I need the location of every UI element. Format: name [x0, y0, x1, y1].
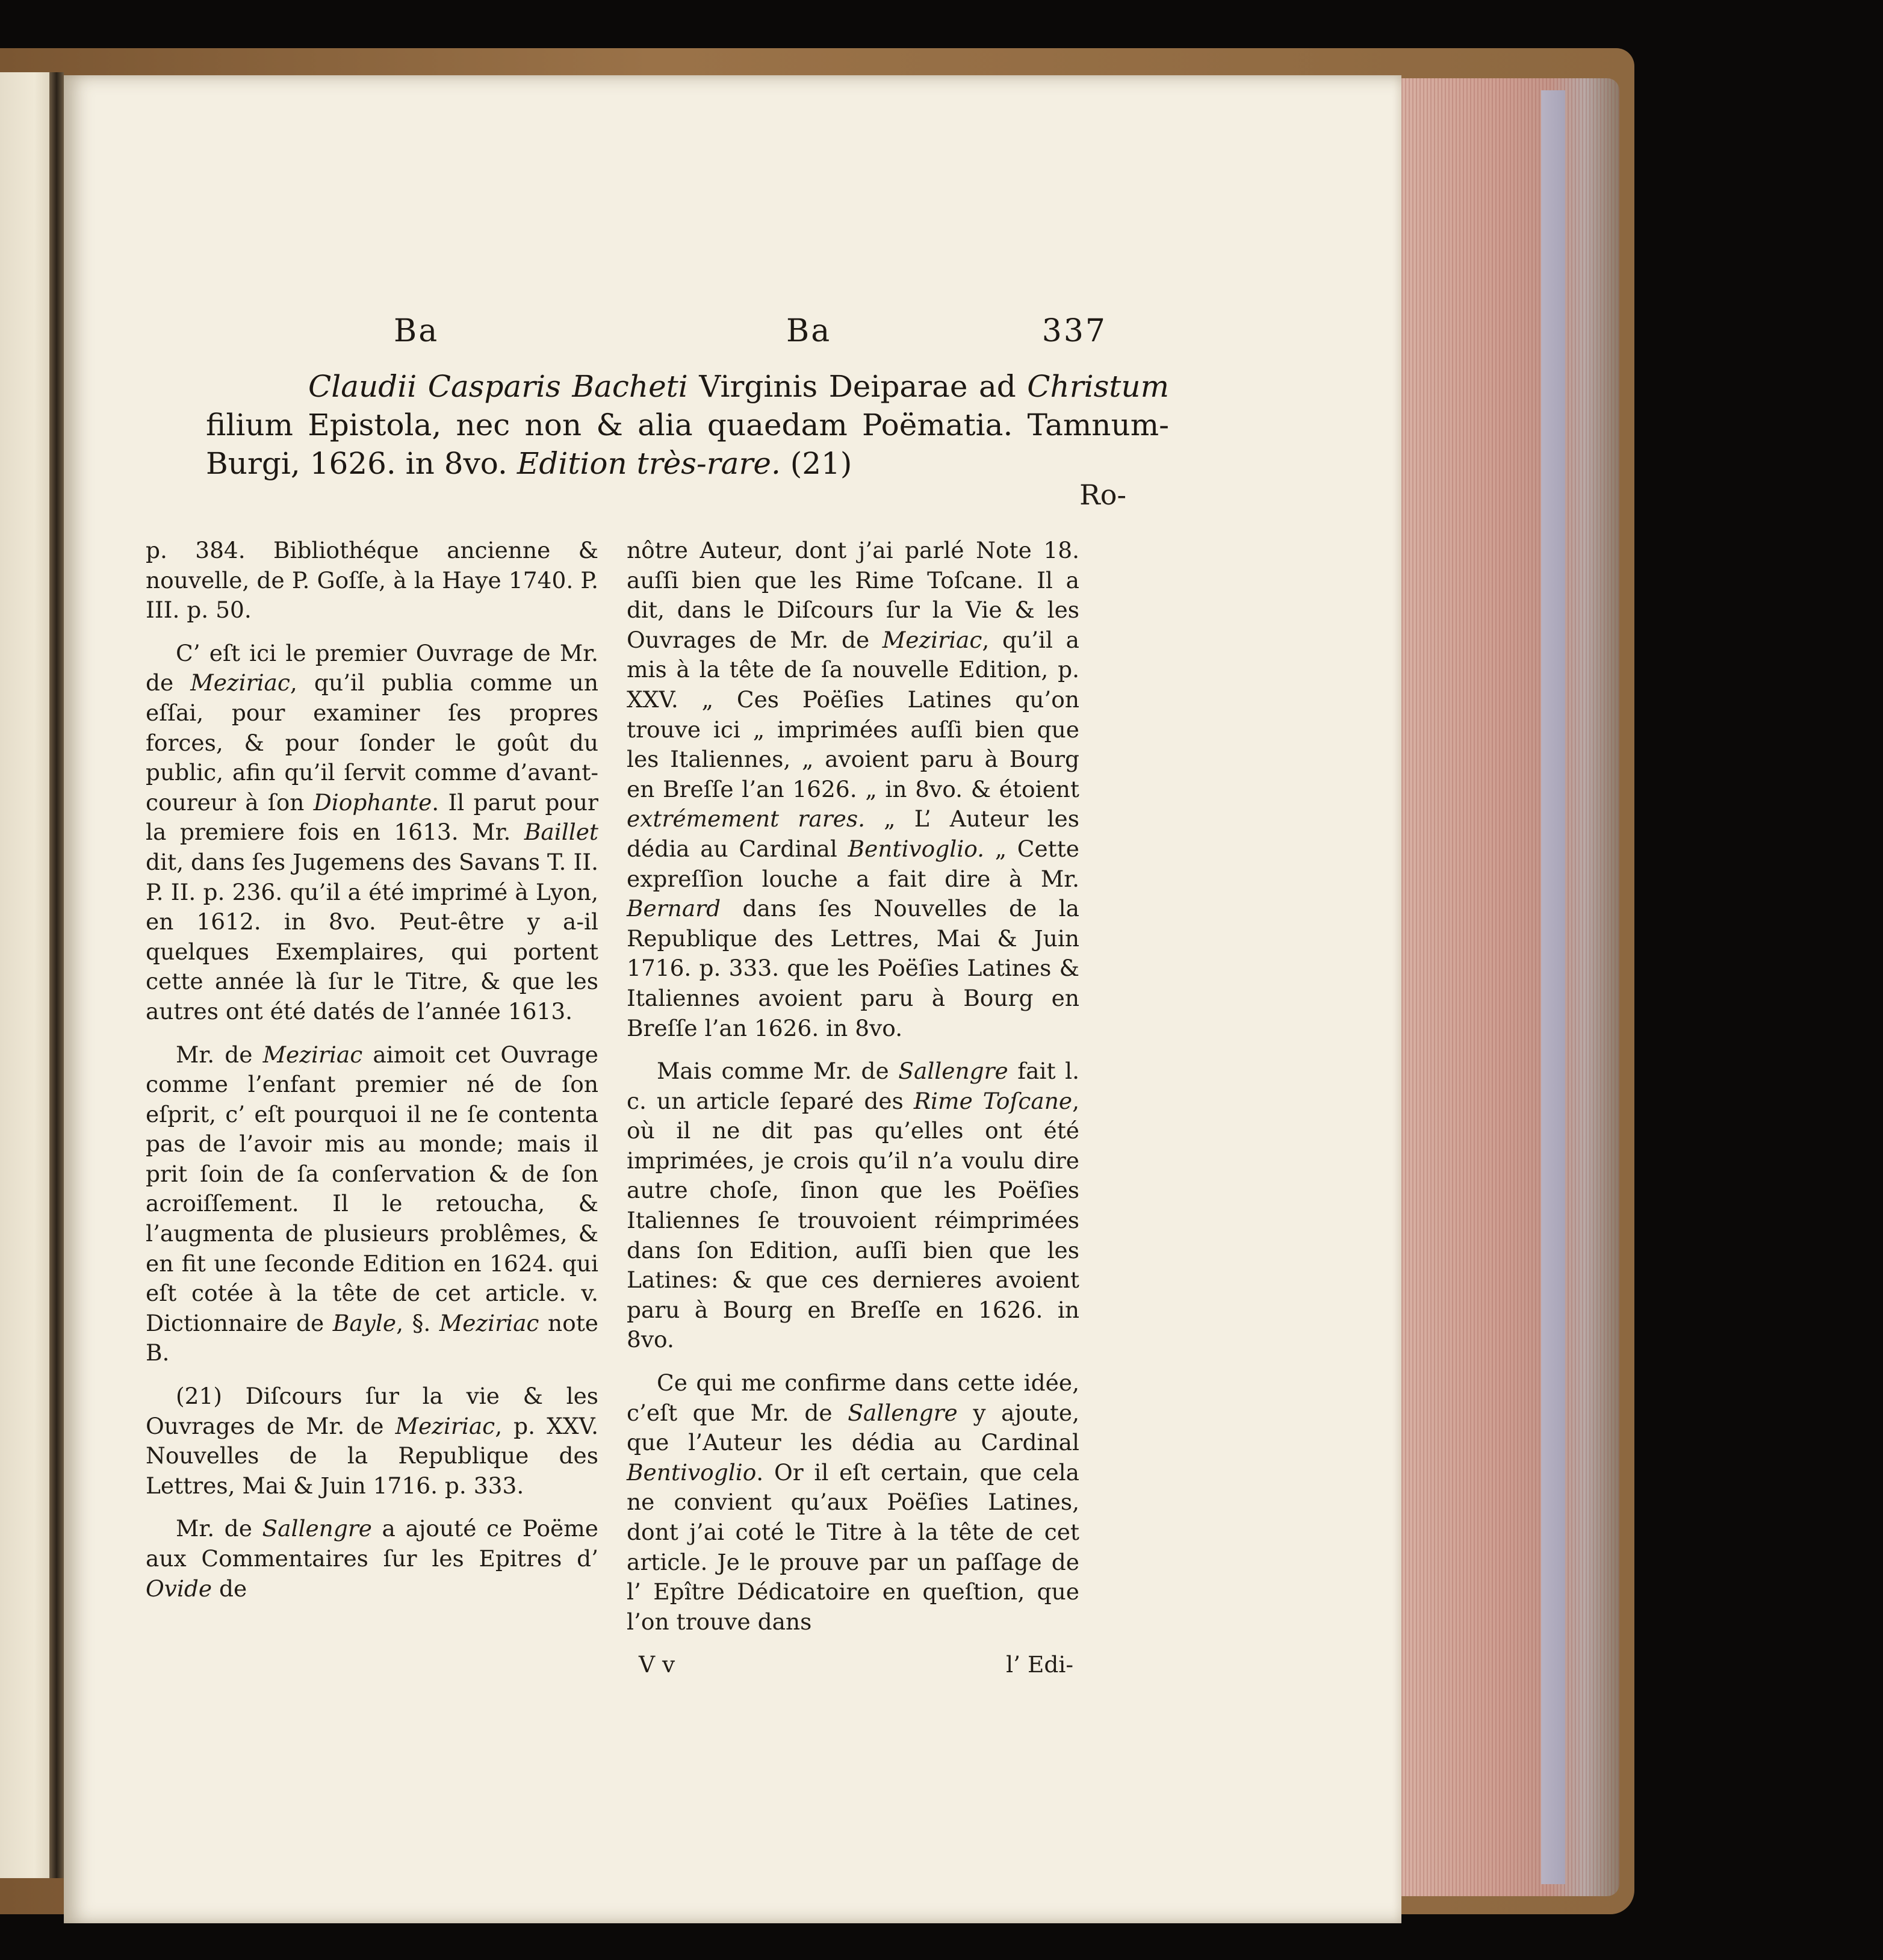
right-paragraph-1: nôtre Auteur, dont j’ai parlé Note 18. auſſi bien que les Rime Toſcane. Il a dit, dans le Diſcours ſur la Vie & les Ouvrages de Mr. de Meziriac, qu’il a mis à la tête de ſa nouvelle Edition, p. XXV. „ Ces Poëſies Latines qu’on trouve ici „ imprimées auſſi bien que les Italiennes, „ avoient paru à Bourg en Breſſe l’an 1626. „ in 8vo. & étoient extrémement rares. „ L’ Auteur les dédia au Cardinal Bentivoglio. „ Cette expreſſion louche a fait dire à Mr. Bernard dans ſes Nouvelles de la Republique des Lettres, Mai & Juin 1716. p. 333. que les Poëſies Latines & Italiennes avoient paru à Bourg en Breſſe l’an 1626. in 8vo. [627, 537, 1079, 1041]
catchword-bottom: l’ Edi- [1006, 1651, 1073, 1678]
entry-text-2: filium Epistola, nec non & alia quaedam Poëmatia. Tamnum-Burgi, 1626. in 8vo. [206, 408, 1169, 481]
entry-edition-note: Edition très-rare. [517, 446, 781, 481]
page-number: 337 [1041, 313, 1107, 349]
entry-author: Claudii Casparis Bacheti [308, 369, 688, 404]
bibliographic-entry [206, 367, 1169, 483]
endpaper-edge [1541, 90, 1565, 1884]
right-paragraph-3: Ce qui me confirme dans cette idée, c’eſt que Mr. de Sallengre y ajoute, que l’Auteur les dédia au Cardinal Bentivoglio. Or il eſt certain, que cela ne convient qu’aux Poëſies Latines, dont j’ai coté le Titre à la tête de cet article. Je le prouve par un paſſage de l’ Epître Dédicatoire en queſtion, que l’on trouve dans [627, 1369, 1080, 1635]
right-paragraph-2: Mais comme Mr. de Sallengre fait l. c. un article ſeparé des Rime Toſcane, où il ne dit pas qu’elles ont été imprimées, je crois qu’il n’a voulu dire autre choſe, ſinon que les Poëſies Italiennes ſe trouvoient réimprimées dans ſon Edition, auſſi bien que les Latines: & que ces dernieres avoient paru à Bourg en Breſſe en 1626. in 8vo. [627, 1058, 1079, 1353]
page-fore-edges [1391, 78, 1619, 1896]
left-paragraph-note-21: (21) Diſcours ſur la vie & les Ouvrages de Mr. de Meziriac, p. XXV. Nouvelles de la Republique des Lettres, Mai & Juin 1716. p. 333. [146, 1383, 598, 1499]
signature-mark: V v [639, 1651, 675, 1678]
left-page-edge [0, 72, 57, 1878]
catchword-top: Ro- [1079, 479, 1126, 511]
running-head-center: Ba [786, 313, 832, 349]
left-paragraph-5: Mr. de Sallengre a ajouté ce Poëme aux Commentaires ſur les Epitres d’ Ovide de [146, 1515, 598, 1602]
left-paragraph-2: C’ eſt ici le premier Ouvrage de Mr. de Meziriac, qu’il publia comme un eſſai, pour examiner ſes propres forces, & pour ſonder le goût du public, afin qu’il ſervit comme d’avant-coureur à ſon Diophante. Il parut pour la premiere fois en 1613. Mr. Baillet dit, dans ſes Jugemens des Savans T. II. P. II. p. 236. qu’il a été imprimé à Lyon, en 1612. in 8vo. Peut-être y a-il quelques Exemplaires, qui portent cette année là ſur le Titre, & que les autres ont été datés de l’année 1613. [146, 639, 598, 1025]
entry-christum: Christum [1027, 369, 1169, 404]
left-paragraph-1: p. 384. Bibliothéque ancienne & nouvelle, de P. Goſſe, à la Haye 1740. P. III. p. 50. [146, 537, 598, 624]
running-head-left: Ba [394, 313, 439, 349]
entry-note-ref: (21) [780, 446, 852, 481]
page-footer [627, 1650, 1079, 1680]
book-gutter [49, 72, 64, 1878]
entry-text-1: Virginis Deiparae ad [687, 369, 1028, 404]
right-column [627, 536, 1079, 1693]
recto-page [64, 75, 1401, 1923]
left-paragraph-3: Mr. de Meziriac aimoit cet Ouvrage comme l’enfant premier né de ſon eſprit, c’ eſt pourquoi il ne ſe contenta pas de l’avoir mis au monde; mais il prit ſoin de ſa conſervation & de ſon acroiſſement. Il le retoucha, & l’augmenta de plusieurs problêmes, & en fit une ſeconde Edition en 1624. qui eſt cotée à la tête de cet article. v. Dictionnaire de Bayle, §. Meziriac note B. [146, 1041, 598, 1366]
left-column [146, 536, 598, 1617]
